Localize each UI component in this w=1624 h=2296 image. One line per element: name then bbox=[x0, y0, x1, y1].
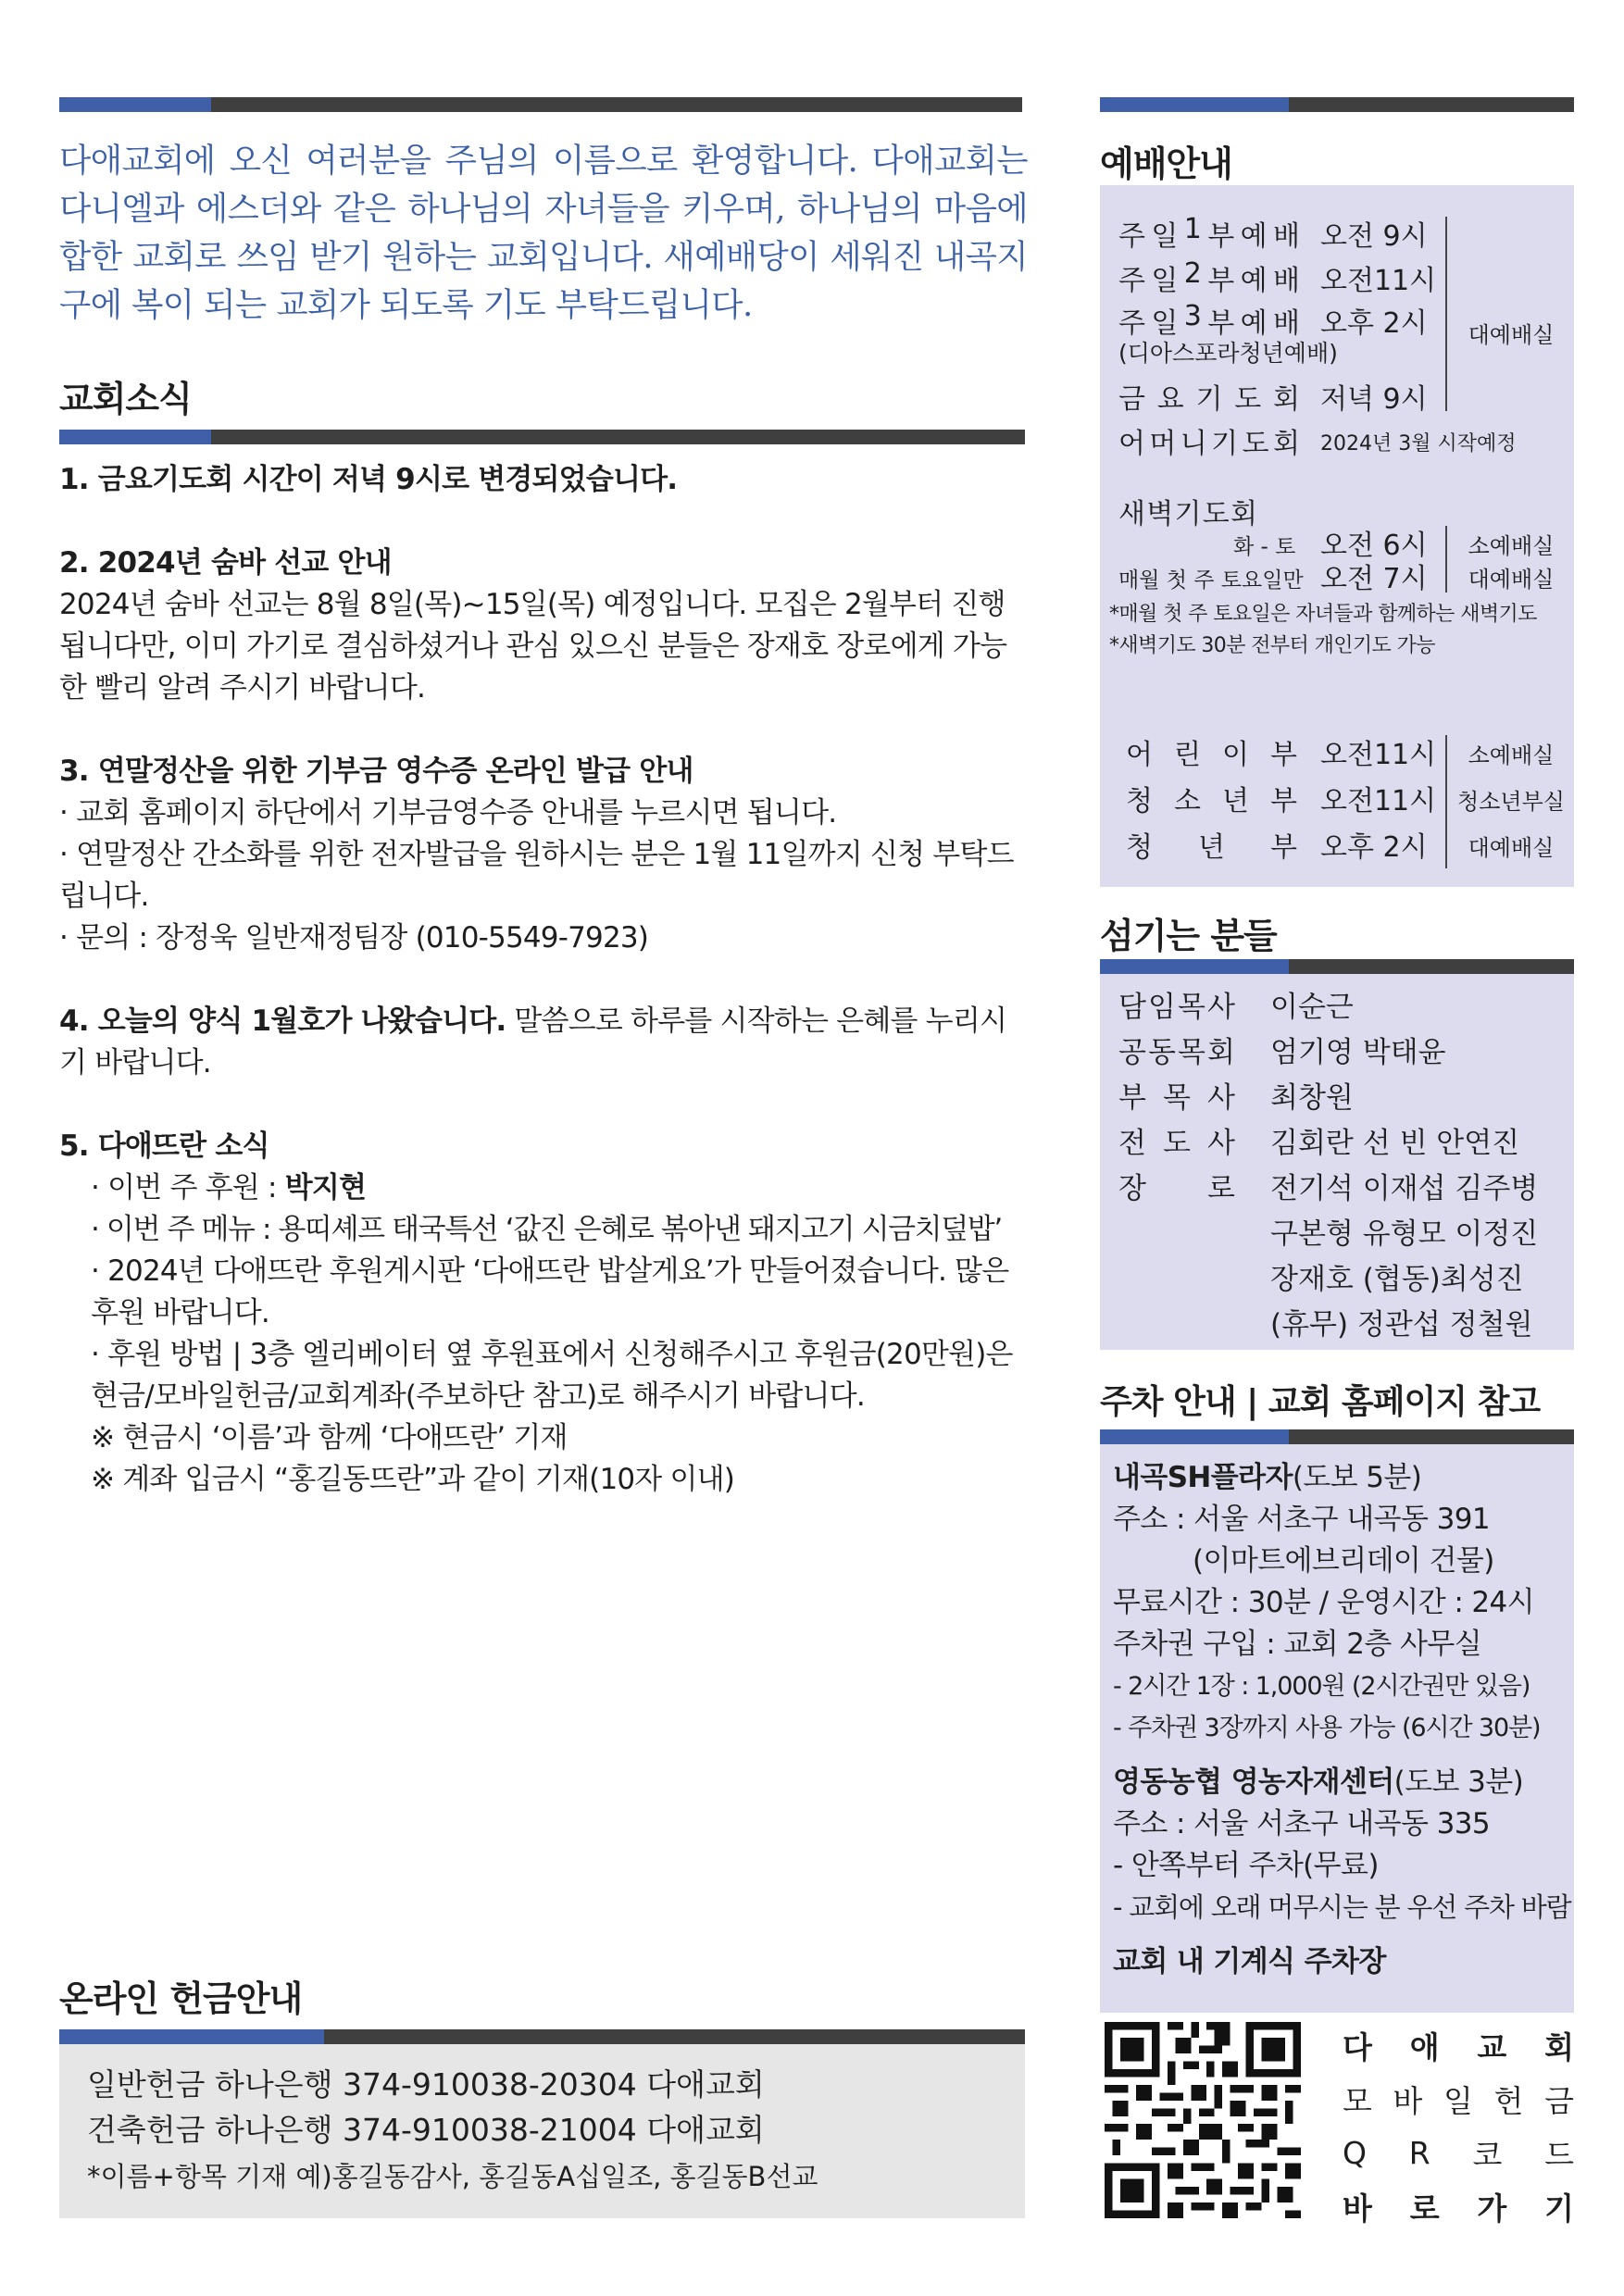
parking-heading: 주차 안내 | 교회 홈페이지 참고 bbox=[1100, 1383, 1541, 1421]
staff-panel bbox=[1100, 974, 1574, 1350]
news-item-5-line5: ※ 현금시 ‘이름’과 함께 ‘다애뜨란’ 기재 bbox=[91, 1421, 568, 1454]
staff-elders-1: 전기석 이재섭 김주병 bbox=[1270, 1172, 1539, 1205]
parking-1-hours: 무료시간 : 30분 / 운영시간 : 24시 bbox=[1113, 1586, 1535, 1619]
worship-dawn-weekday-room: 소예배실 bbox=[1468, 533, 1555, 559]
parking-panel bbox=[1100, 1444, 1574, 2013]
staff-heading: 섬기는 분들 bbox=[1100, 916, 1277, 956]
worship-youth-room: 청소년부실 bbox=[1457, 789, 1565, 815]
parking-1-ticket: 주차권 구입 : 교회 2층 사무실 bbox=[1113, 1628, 1482, 1661]
staff-co-ministry: 엄기영 박태윤 bbox=[1270, 1036, 1446, 1069]
welcome-message: 다애교회에 오신 여러분을 주님의 이름으로 환영합니다. 다애교회는 다니엘과 에스더와 같은 하나님의 자녀들을 키우며, 하나님의 마음에 합한 교회로 쓰임 받기 원하는 교회입니다. 새예배당이 세워진 내곡지구에 복이 되는 교회가 되도록 기도 부탁드립니다. bbox=[59, 142, 1028, 324]
worship-panel bbox=[1100, 185, 1574, 887]
worship-service-2: 주 일 2 부 예 배 bbox=[1118, 257, 1300, 297]
parking-2-address: 주소 : 서울 서초구 내곡동 335 bbox=[1113, 1807, 1490, 1841]
worship-time-4: 저녁 9시 bbox=[1320, 383, 1428, 416]
worship-heading: 예배안내 bbox=[1100, 144, 1232, 184]
news-item-1: 1. 금요기도회 시간이 저녁 9시로 변경되었습니다. bbox=[59, 463, 678, 496]
worship-time-1: 오전 9시 bbox=[1320, 220, 1428, 253]
worship-young-adults-time: 오후 2시 bbox=[1320, 831, 1428, 864]
news-heading: 교회소식 bbox=[59, 379, 192, 419]
staff-elders-4: (휴무) 정관섭 정철원 bbox=[1270, 1308, 1533, 1341]
staff-evangelist: 김회란 선 빈 안연진 bbox=[1270, 1127, 1520, 1160]
news-item-5-line6: ※ 계좌 입금시 “홍길동뜨란”과 같이 기재(10자 이내) bbox=[91, 1463, 735, 1496]
parking-rule bbox=[1100, 1429, 1574, 1444]
news-item-3-title: 3. 연말정산을 위한 기부금 영수증 온라인 발급 안내 bbox=[59, 755, 693, 788]
worship-dawn-saturday-time: 오전 7시 bbox=[1320, 563, 1428, 595]
top-rule-right bbox=[1100, 97, 1574, 112]
parking-2: 영동농협 영농자재센터(도보 3분) bbox=[1113, 1766, 1524, 1799]
qr-code-icon[interactable] bbox=[1105, 2022, 1301, 2218]
staff-role-evangelist: 전 도 사 bbox=[1118, 1127, 1235, 1160]
staff-role-senior-pastor: 담 임 목 사 bbox=[1118, 991, 1235, 1024]
worship-note-2: *새벽기도 30분 전부터 개인기도 가능 bbox=[1109, 634, 1435, 657]
qr-caption-line-2: 모 바 일 헌 금 bbox=[1343, 2082, 1574, 2119]
worship-dawn-saturday: 매월 첫 주 토요일만 bbox=[1118, 568, 1304, 593]
staff-elders-3: 장재호 (협동)최성진 bbox=[1270, 1263, 1524, 1296]
news-item-5-line3: · 2024년 다애뜨란 후원게시판 ‘다애뜨란 밥살게요’가 만들어졌습니다. 많은 후원 바랍니다. bbox=[91, 1254, 1009, 1329]
worship-service-3-sub: (디아스포라청년예배) bbox=[1118, 340, 1338, 367]
parking-2-note-1: - 안쪽부터 주차(무료) bbox=[1113, 1849, 1379, 1882]
worship-note-1: *매월 첫 주 토요일은 자녀들과 함께하는 새벽기도 bbox=[1109, 603, 1537, 626]
worship-service-3: 주 일 3 부 예 배 bbox=[1118, 300, 1300, 340]
worship-children-time: 오전11시 bbox=[1320, 739, 1437, 771]
parking-3: 교회 내 기계식 주차장 bbox=[1113, 1945, 1386, 1978]
news-item-5-line1: · 이번 주 후원 : 박지현 bbox=[91, 1171, 367, 1204]
news-item-3-line2: · 연말정산 간소화를 위한 전자발급을 원하시는 분은 1월 11일까지 신청 부탁드립니다. bbox=[59, 838, 1014, 913]
worship-youth: 청 소 년 부 bbox=[1126, 785, 1297, 817]
worship-children-room: 소예배실 bbox=[1468, 742, 1555, 768]
parking-1: 내곡SH플라자(도보 5분) bbox=[1113, 1461, 1422, 1494]
parking-1-building: (이마트에브리데이 건물) bbox=[1193, 1544, 1494, 1578]
worship-time-3: 오후 2시 bbox=[1320, 307, 1428, 340]
news-item-2-body: 2024년 숨바 선교는 8월 8일(목)~15일(목) 예정입니다. 모집은 2월부터 진행됩니다만, 이미 가기로 결심하셨거나 관심 있으신 분들은 장재호 장로에게 가능한 빨리 알려 주시기 바랍니다. bbox=[59, 588, 1007, 705]
staff-rule bbox=[1100, 959, 1574, 974]
news-item-5-line2: · 이번 주 메뉴 : 용띠셰프 태국특선 ‘값진 은혜로 볶아낸 돼지고기 시금치덮밥’ bbox=[91, 1213, 1002, 1246]
worship-mothers-prayer: 어 머 니 기 도 회 bbox=[1118, 428, 1300, 460]
qr-caption-line-3: Q R 코 드 bbox=[1343, 2134, 1574, 2173]
worship-children: 어 린 이 부 bbox=[1126, 739, 1297, 771]
top-rule-left bbox=[59, 97, 1022, 112]
worship-time-5: 2024년 3월 시작예정 bbox=[1320, 432, 1517, 455]
worship-friday-prayer: 금 요 기 도 회 bbox=[1118, 383, 1300, 416]
staff-role-associate: 부 목 사 bbox=[1118, 1081, 1235, 1115]
staff-role-co-ministry: 공 동 목 회 bbox=[1118, 1036, 1235, 1069]
online-line-building: 건축헌금 하나은행 374-910038-21004 다애교회 bbox=[87, 2112, 765, 2148]
online-offering-heading: 온라인 헌금안내 bbox=[59, 1978, 303, 2019]
online-offering-panel bbox=[59, 2044, 1025, 2218]
worship-dawn-weekday-time: 오전 6시 bbox=[1320, 530, 1428, 562]
worship-room-main: 대예배실 bbox=[1468, 322, 1555, 348]
parking-1-ticket-price: - 2시간 1장 : 1,000원 (2시간권만 있음) bbox=[1113, 1672, 1530, 1701]
news-item-3-line1: · 교회 홈페이지 하단에서 기부금영수증 안내를 누르시면 됩니다. bbox=[59, 796, 837, 830]
staff-elders-2: 구본형 유형모 이정진 bbox=[1270, 1217, 1539, 1251]
news-item-3-line3: · 문의 : 장정욱 일반재정팀장 (010-5549-7923) bbox=[59, 921, 649, 955]
qr-caption-line-1: 다 애 교 회 bbox=[1343, 2028, 1574, 2065]
staff-associate: 최창원 bbox=[1270, 1081, 1354, 1115]
online-line-note: *이름+항목 기재 예)홍길동감사, 홍길동A십일조, 홍길동B선교 bbox=[87, 2161, 818, 2192]
worship-divider-1 bbox=[1445, 217, 1447, 411]
worship-dawn-prayer: 새 벽 기 도 회 bbox=[1118, 498, 1257, 530]
online-rule bbox=[59, 2029, 1025, 2044]
worship-youth-time: 오전11시 bbox=[1320, 785, 1437, 817]
worship-dawn-weekday: 화 - 토 bbox=[1233, 535, 1296, 559]
online-line-general: 일반헌금 하나은행 374-910038-20304 다애교회 bbox=[87, 2066, 765, 2103]
qr-caption-line-4[interactable]: 바 로 가 기 bbox=[1343, 2190, 1574, 2227]
worship-young-adults-room: 대예배실 bbox=[1468, 835, 1555, 861]
news-list bbox=[59, 459, 1028, 1501]
qr-caption bbox=[1343, 2018, 1574, 2233]
news-item-5-title: 5. 다애뜨란 소식 bbox=[59, 1129, 269, 1163]
parking-1-address: 주소 : 서울 서초구 내곡동 391 bbox=[1113, 1503, 1490, 1536]
news-rule bbox=[59, 430, 1025, 444]
news-item-4: 4. 오늘의 양식 1월호가 나왔습니다. 말씀으로 하루를 시작하는 은혜를 누리시기 바랍니다. bbox=[59, 1004, 1007, 1079]
parking-1-ticket-limit: - 주차권 3장까지 사용 가능 (6시간 30분) bbox=[1113, 1714, 1541, 1742]
worship-dawn-saturday-room: 대예배실 bbox=[1468, 567, 1555, 593]
staff-role-elders: 장 로 bbox=[1118, 1172, 1235, 1205]
worship-divider-3 bbox=[1445, 735, 1447, 868]
news-item-5-line4: · 후원 방법 | 3층 엘리베이터 옆 후원표에서 신청해주시고 후원금(20만원)은 현금/모바일헌금/교회계좌(주보하단 참고)로 해주시기 바랍니다. bbox=[91, 1338, 1013, 1413]
worship-young-adults: 청 년 부 bbox=[1126, 831, 1297, 864]
worship-divider-2 bbox=[1445, 526, 1447, 593]
news-item-2-title: 2. 2024년 숨바 선교 안내 bbox=[59, 546, 392, 580]
worship-service-1: 주 일 1 부 예 배 bbox=[1118, 213, 1300, 253]
staff-senior-pastor: 이순근 bbox=[1270, 991, 1354, 1024]
parking-2-note-2: - 교회에 오래 머무시는 분 우선 주차 바람 bbox=[1113, 1891, 1571, 1923]
worship-time-2: 오전11시 bbox=[1320, 265, 1437, 297]
